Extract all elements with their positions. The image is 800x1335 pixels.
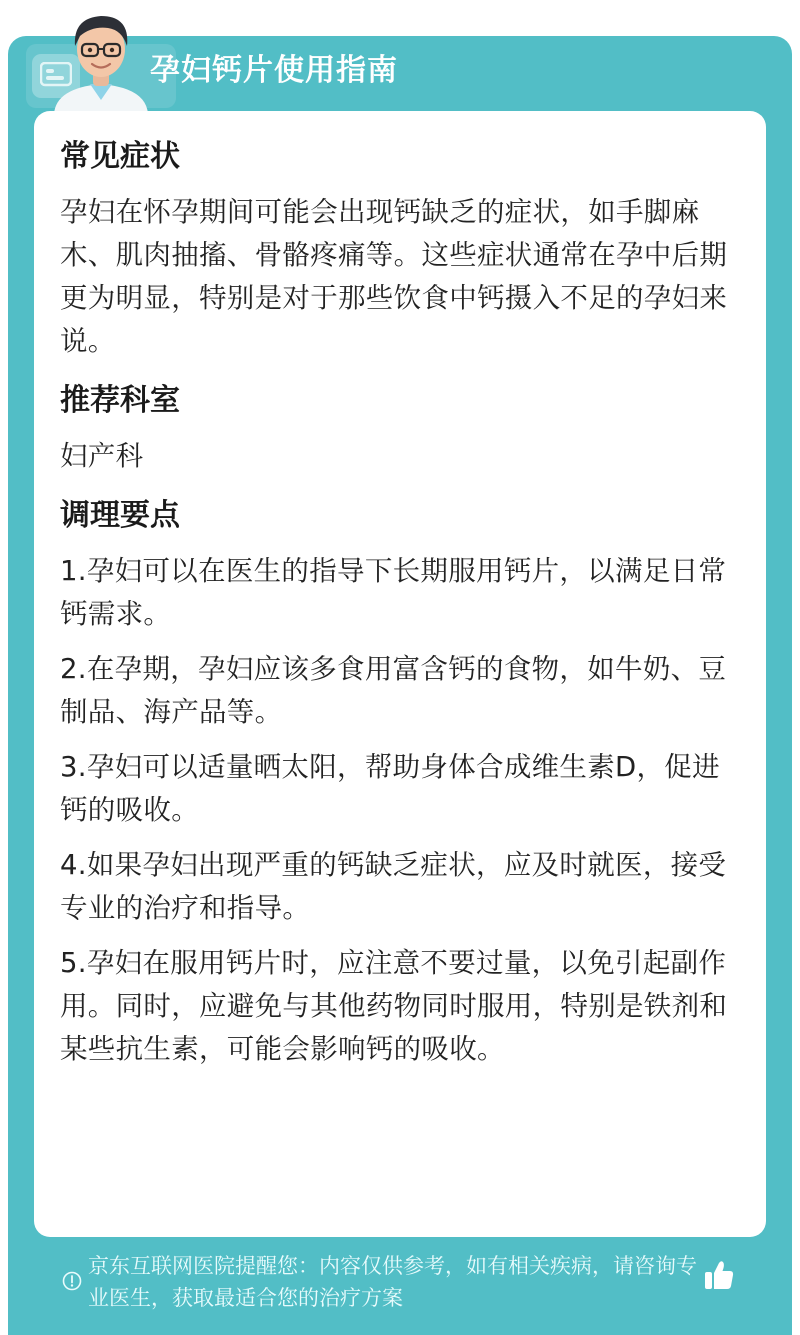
doctor-avatar-icon [46,4,156,114]
section-paragraph: 妇产科 [60,440,144,472]
list-item: 1.孕妇可以在医生的指导下长期服用钙片，以满足日常钙需求。 [60,555,727,630]
section-symptoms [60,133,740,363]
list-item: 5.孕妇在服用钙片时，应注意不要过量，以免引起副作用。同时，应避免与其他药物同时服用，特别是铁剂和某些抗生素，可能会影响钙的吸收。 [60,947,728,1065]
info-icon [62,1271,82,1291]
content-card [34,111,766,1237]
section-heading: 推荐科室 [60,383,180,418]
disclaimer-footer [62,1248,702,1318]
section-heading: 常见症状 [60,139,180,174]
list-item: 4.如果孕妇出现严重的钙缺乏症状，应及时就医，接受专业的治疗和指导。 [60,849,727,924]
list-item: 3.孕妇可以适量晒太阳，帮助身体合成维生素D，促进钙的吸收。 [60,751,720,826]
page-title: 孕妇钙片使用指南 [150,53,398,88]
disclaimer-text: 京东互联网医院提醒您：内容仅供参考，如有相关疾病，请咨询专业医生，获取最适合您的治疗方案 [88,1254,697,1310]
section-paragraph: 孕妇在怀孕期间可能会出现钙缺乏的症状，如手脚麻木、肌肉抽搐、骨骼疼痛等。这些症状通常在孕中后期更为明显，特别是对于那些饮食中钙摄入不足的孕妇来说。 [60,196,728,357]
section-heading: 调理要点 [60,498,180,533]
section-care-points [60,492,740,1071]
section-department [60,377,740,478]
list-item: 2.在孕期，孕妇应该多食用富含钙的食物，如牛奶、豆制品、海产品等。 [60,653,727,728]
thumbs-up-icon[interactable] [702,1258,736,1292]
